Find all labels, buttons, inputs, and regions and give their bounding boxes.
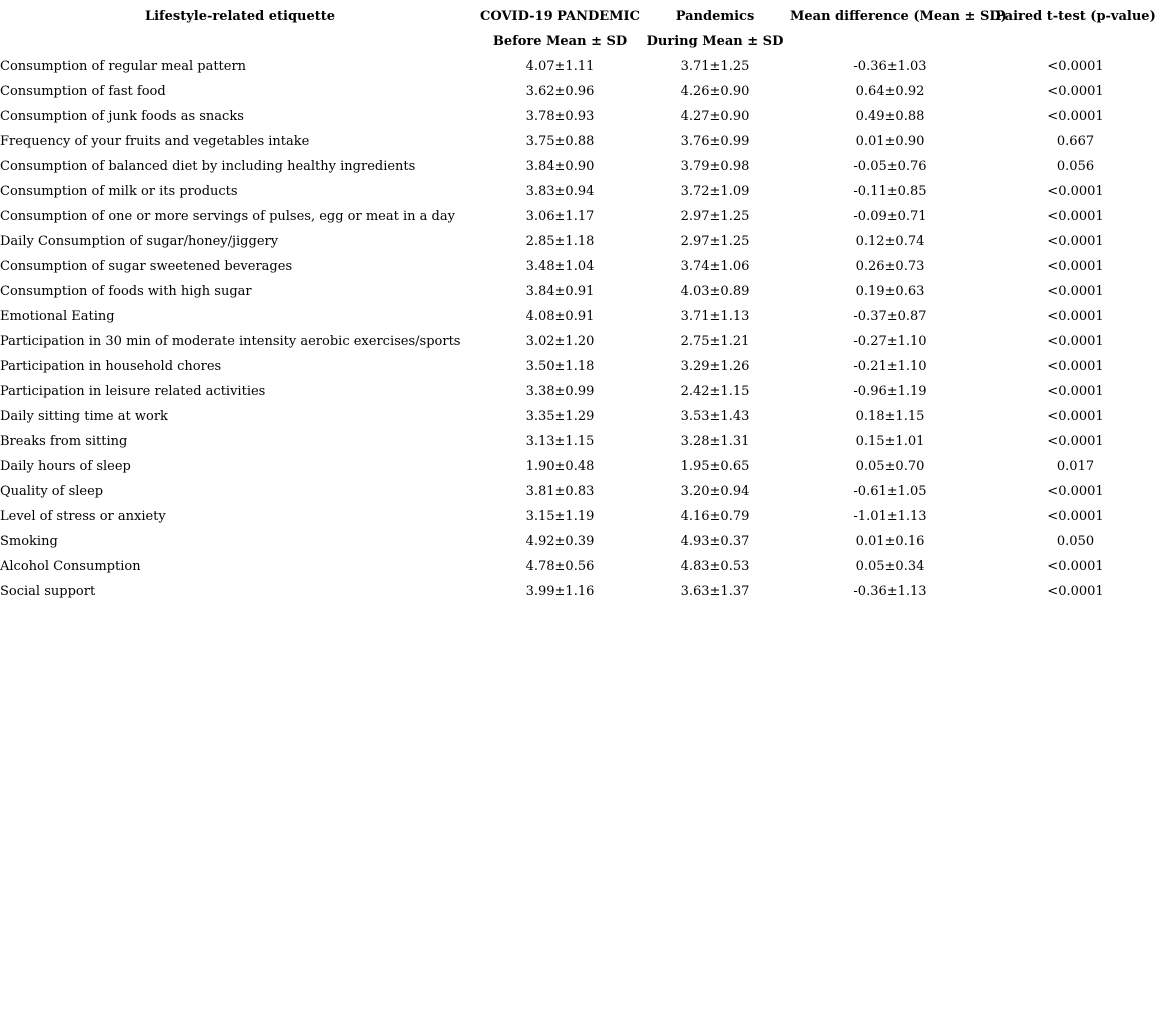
table-row [0, 579, 1161, 604]
table-row [0, 54, 1161, 79]
before-mean-sd-value: 3.81±0.83 [525, 484, 595, 499]
header-empty-2 [790, 29, 990, 54]
during-mean-sd-value: 3.53±1.43 [680, 409, 750, 424]
before-mean-sd-value: 3.02±1.20 [525, 334, 595, 349]
row-label: Emotional Eating [0, 309, 115, 324]
row-label: Consumption of balanced diet by including healthy ingredients [0, 159, 416, 174]
during-mean-sd-value: 2.75±1.21 [680, 334, 750, 349]
p-value: <0.0001 [1047, 109, 1104, 124]
before-mean-sd-value: 4.08±0.91 [525, 309, 595, 324]
row-label: Alcohol Consumption [0, 559, 141, 574]
table-row [0, 354, 1161, 379]
p-value: 0.667 [1056, 134, 1095, 149]
p-value: 0.050 [1056, 534, 1095, 549]
during-mean-sd-value: 4.27±0.90 [680, 109, 750, 124]
p-value: <0.0001 [1047, 309, 1104, 324]
mean-difference-value: 0.12±0.74 [855, 234, 925, 249]
table-row [0, 129, 1161, 154]
mean-difference-value: -0.61±1.05 [853, 484, 927, 499]
header-row-2 [0, 29, 1161, 54]
before-mean-sd-value: 3.06±1.17 [525, 209, 595, 224]
before-mean-sd-value: 3.48±1.04 [525, 259, 595, 274]
during-mean-sd-value: 3.76±0.99 [680, 134, 750, 149]
table-row [0, 304, 1161, 329]
during-mean-sd-value: 3.29±1.26 [680, 359, 750, 374]
header-paired-t-test: Paired t-test (p-value) [995, 9, 1156, 24]
during-mean-sd-value: 3.71±1.25 [680, 59, 750, 74]
header-row-1 [0, 4, 1161, 29]
table-row [0, 529, 1161, 554]
table-row [0, 204, 1161, 229]
during-mean-sd-value: 4.16±0.79 [680, 509, 750, 524]
row-label: Consumption of regular meal pattern [0, 59, 247, 74]
before-mean-sd-value: 4.92±0.39 [525, 534, 595, 549]
before-mean-sd-value: 4.07±1.11 [525, 59, 595, 74]
table-row [0, 504, 1161, 529]
before-mean-sd-value: 3.83±0.94 [525, 184, 595, 199]
header-empty-1 [0, 29, 480, 54]
p-value: <0.0001 [1047, 234, 1104, 249]
mean-difference-value: -0.96±1.19 [853, 384, 927, 399]
table-row [0, 379, 1161, 404]
table-row [0, 279, 1161, 304]
mean-difference-value: -0.21±1.10 [853, 359, 927, 374]
row-label: Consumption of sugar sweetened beverages [0, 259, 293, 274]
p-value: <0.0001 [1047, 59, 1104, 74]
during-mean-sd-value: 4.26±0.90 [680, 84, 750, 99]
row-label: Participation in leisure related activities [0, 384, 266, 399]
before-mean-sd-value: 3.62±0.96 [525, 84, 595, 99]
during-mean-sd-value: 1.95±0.65 [680, 459, 750, 474]
table-body [0, 54, 1161, 604]
mean-difference-value: 0.15±1.01 [855, 434, 925, 449]
table-row [0, 104, 1161, 129]
mean-difference-value: 0.19±0.63 [855, 284, 925, 299]
table-row [0, 229, 1161, 254]
mean-difference-value: -0.36±1.13 [853, 584, 927, 599]
p-value: <0.0001 [1047, 559, 1104, 574]
p-value: <0.0001 [1047, 184, 1104, 199]
before-mean-sd-value: 3.78±0.93 [525, 109, 595, 124]
p-value: <0.0001 [1047, 209, 1104, 224]
row-label: Consumption of milk or its products [0, 184, 238, 199]
before-mean-sd-value: 3.35±1.29 [525, 409, 595, 424]
before-mean-sd-value: 3.84±0.91 [525, 284, 595, 299]
before-mean-sd-value: 3.99±1.16 [525, 584, 595, 599]
header-covid-pandemic: COVID-19 PANDEMIC [480, 9, 640, 24]
during-mean-sd-value: 4.03±0.89 [680, 284, 750, 299]
row-label: Consumption of one or more servings of pulses, egg or meat in a day [0, 209, 455, 224]
table-row [0, 554, 1161, 579]
during-mean-sd-value: 3.63±1.37 [680, 584, 750, 599]
p-value: <0.0001 [1047, 584, 1104, 599]
mean-difference-value: -0.27±1.10 [853, 334, 927, 349]
during-mean-sd-value: 2.97±1.25 [680, 209, 750, 224]
mean-difference-value: 0.05±0.70 [855, 459, 925, 474]
header-lifestyle-etiquette: Lifestyle-related etiquette [144, 9, 336, 24]
p-value: <0.0001 [1047, 359, 1104, 374]
row-label: Quality of sleep [0, 484, 104, 499]
mean-difference-value: 0.01±0.16 [855, 534, 925, 549]
before-mean-sd-value: 2.85±1.18 [525, 234, 595, 249]
mean-difference-value: -1.01±1.13 [853, 509, 927, 524]
header-pandemics: Pandemics [675, 9, 755, 24]
before-mean-sd-value: 3.84±0.90 [525, 159, 595, 174]
header-during-mean-sd: During Mean ± SD [646, 34, 784, 49]
during-mean-sd-value: 3.20±0.94 [680, 484, 750, 499]
row-label: Daily hours of sleep [0, 459, 131, 474]
during-mean-sd-value: 4.93±0.37 [680, 534, 750, 549]
p-value: <0.0001 [1047, 409, 1104, 424]
row-label: Daily sitting time at work [0, 409, 168, 424]
during-mean-sd-value: 3.71±1.13 [680, 309, 750, 324]
during-mean-sd-value: 3.72±1.09 [680, 184, 750, 199]
row-label: Daily Consumption of sugar/honey/jiggery [0, 234, 279, 249]
p-value: <0.0001 [1047, 84, 1104, 99]
p-value: <0.0001 [1047, 384, 1104, 399]
p-value: <0.0001 [1047, 259, 1104, 274]
mean-difference-value: -0.36±1.03 [853, 59, 927, 74]
p-value: <0.0001 [1047, 434, 1104, 449]
before-mean-sd-value: 3.38±0.99 [525, 384, 595, 399]
p-value: <0.0001 [1047, 284, 1104, 299]
header-mean-difference: Mean difference (Mean ± SD) [790, 9, 1007, 24]
during-mean-sd-value: 2.42±1.15 [680, 384, 750, 399]
table-row [0, 329, 1161, 354]
row-label: Consumption of foods with high sugar [0, 284, 252, 299]
table-row [0, 154, 1161, 179]
before-mean-sd-value: 1.90±0.48 [525, 459, 595, 474]
during-mean-sd-value: 3.79±0.98 [680, 159, 750, 174]
mean-difference-value: 0.18±1.15 [855, 409, 925, 424]
table-row [0, 454, 1161, 479]
p-value: <0.0001 [1047, 334, 1104, 349]
header-before-mean-sd: Before Mean ± SD [492, 34, 628, 49]
mean-difference-value: 0.01±0.90 [855, 134, 925, 149]
table-row [0, 179, 1161, 204]
paper-table-page [0, 4, 1161, 1033]
during-mean-sd-value: 3.28±1.31 [680, 434, 750, 449]
mean-difference-value: 0.64±0.92 [855, 84, 925, 99]
mean-difference-value: -0.11±0.85 [853, 184, 927, 199]
table-row [0, 429, 1161, 454]
p-value: <0.0001 [1047, 509, 1104, 524]
during-mean-sd-value: 4.83±0.53 [680, 559, 750, 574]
p-value: 0.056 [1056, 159, 1095, 174]
before-mean-sd-value: 3.50±1.18 [525, 359, 595, 374]
row-label: Smoking [0, 534, 58, 549]
mean-difference-value: 0.05±0.34 [855, 559, 925, 574]
row-label: Breaks from sitting [0, 434, 128, 449]
during-mean-sd-value: 3.74±1.06 [680, 259, 750, 274]
table-row [0, 254, 1161, 279]
table-row [0, 404, 1161, 429]
p-value: <0.0001 [1047, 484, 1104, 499]
row-label: Social support [0, 584, 96, 599]
row-label: Frequency of your fruits and vegetables intake [0, 134, 310, 149]
row-label: Consumption of fast food [0, 84, 166, 99]
header-empty-3 [990, 29, 1161, 54]
table-row [0, 79, 1161, 104]
row-label: Participation in household chores [0, 359, 222, 374]
mean-difference-value: -0.37±0.87 [853, 309, 927, 324]
row-label: Participation in 30 min of moderate intensity aerobic exercises/sports [0, 334, 461, 349]
table-row [0, 479, 1161, 504]
before-mean-sd-value: 3.15±1.19 [525, 509, 595, 524]
p-value: 0.017 [1056, 459, 1095, 474]
mean-difference-value: 0.49±0.88 [855, 109, 925, 124]
mean-difference-value: -0.05±0.76 [853, 159, 927, 174]
lifestyle-etiquette-table [0, 4, 1161, 604]
row-label: Level of stress or anxiety [0, 509, 166, 524]
before-mean-sd-value: 3.75±0.88 [525, 134, 595, 149]
table-header [0, 4, 1161, 54]
before-mean-sd-value: 4.78±0.56 [525, 559, 595, 574]
mean-difference-value: 0.26±0.73 [855, 259, 925, 274]
row-label: Consumption of junk foods as snacks [0, 109, 244, 124]
before-mean-sd-value: 3.13±1.15 [525, 434, 595, 449]
during-mean-sd-value: 2.97±1.25 [680, 234, 750, 249]
mean-difference-value: -0.09±0.71 [853, 209, 927, 224]
